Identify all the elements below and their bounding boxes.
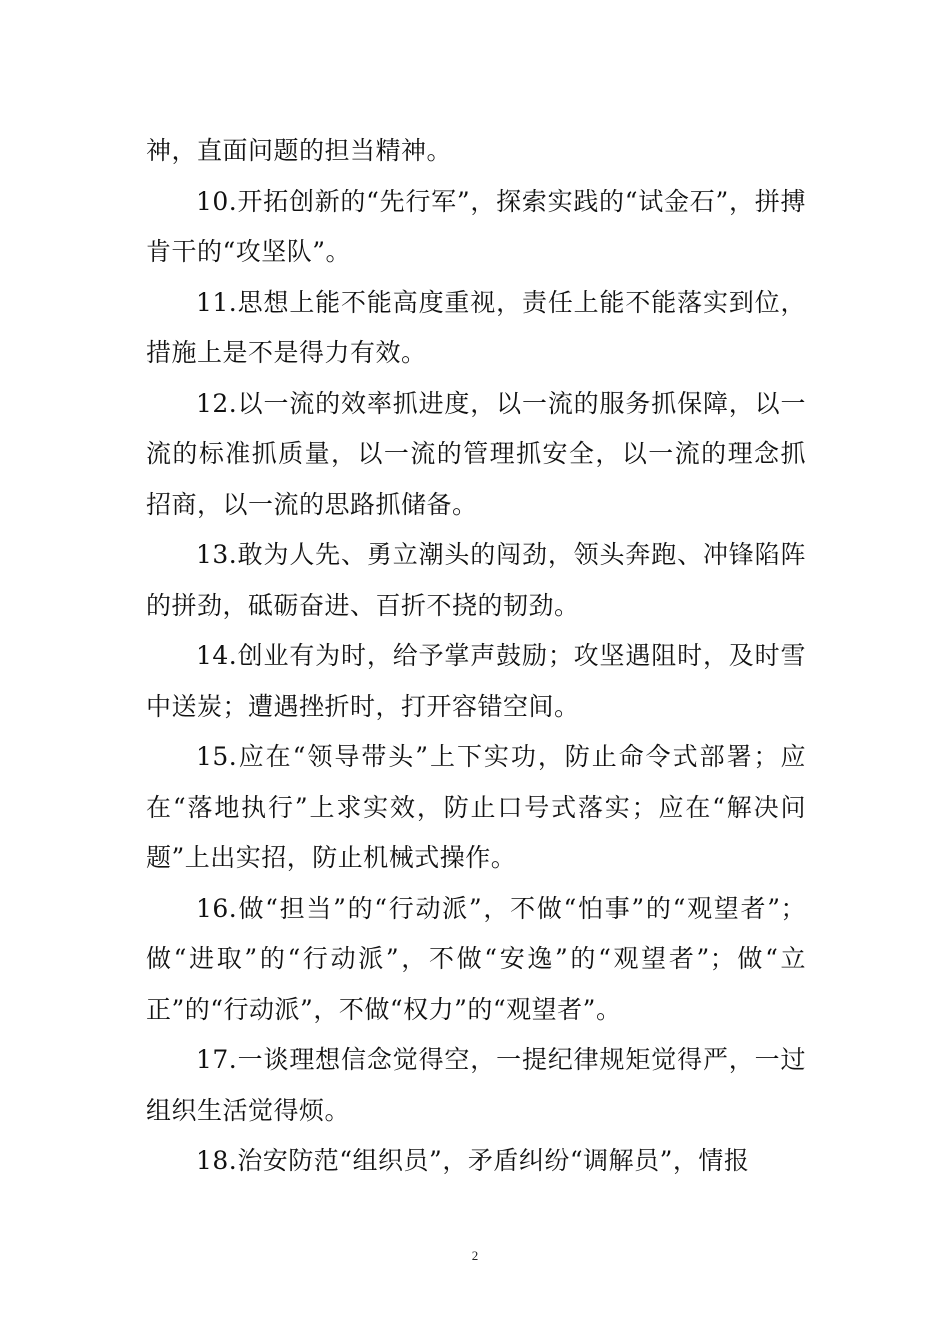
paragraph-item-13: 13.敢为人先、勇立潮头的闯劲，领头奔跑、冲锋陷阵的拼劲，砥砺奋进、百折不挠的韧劲。 bbox=[146, 540, 806, 620]
paragraph-item-18: 18.治安防范“组织员”，矛盾纠纷“调解员”，情报 bbox=[196, 1146, 750, 1175]
document-body bbox=[146, 126, 806, 1187]
paragraph-item-17: 17.一谈理想信念觉得空，一提纪律规矩觉得严，一过组织生活觉得烦。 bbox=[146, 1045, 806, 1125]
paragraph-continuation: 神，直面问题的担当精神。 bbox=[146, 136, 453, 165]
page-number: 2 bbox=[471, 1248, 479, 1263]
paragraph-item-11: 11.思想上能不能高度重视，责任上能不能落实到位，措施上是不是得力有效。 bbox=[146, 287, 806, 367]
paragraph-item-12: 12.以一流的效率抓进度，以一流的服务抓保障，以一流的标准抓质量，以一流的管理抓安全，以一流的理念抓招商，以一流的思路抓储备。 bbox=[146, 388, 806, 519]
paragraph-item-15: 15.应在“领导带头”上下实功，防止命令式部署；应在“落地执行”上求实效，防止口号式落实；应在“解决问题”上出实招，防止机械式操作。 bbox=[146, 742, 806, 872]
paragraph-item-14: 14.创业有为时，给予掌声鼓励；攻坚遇阻时，及时雪中送炭；遭遇挫折时，打开容错空间。 bbox=[146, 641, 806, 721]
paragraph-item-10: 10.开拓创新的“先行军”，探索实践的“试金石”，拼搏肯干的“攻坚队”。 bbox=[146, 186, 806, 266]
paragraph-item-16: 16.做“担当”的“行动派”，不做“怕事”的“观望者”；做“进取”的“行动派”，不做“安逸”的“观望者”；做“立正”的“行动派”，不做“权力”的“观望者”。 bbox=[146, 893, 806, 1024]
